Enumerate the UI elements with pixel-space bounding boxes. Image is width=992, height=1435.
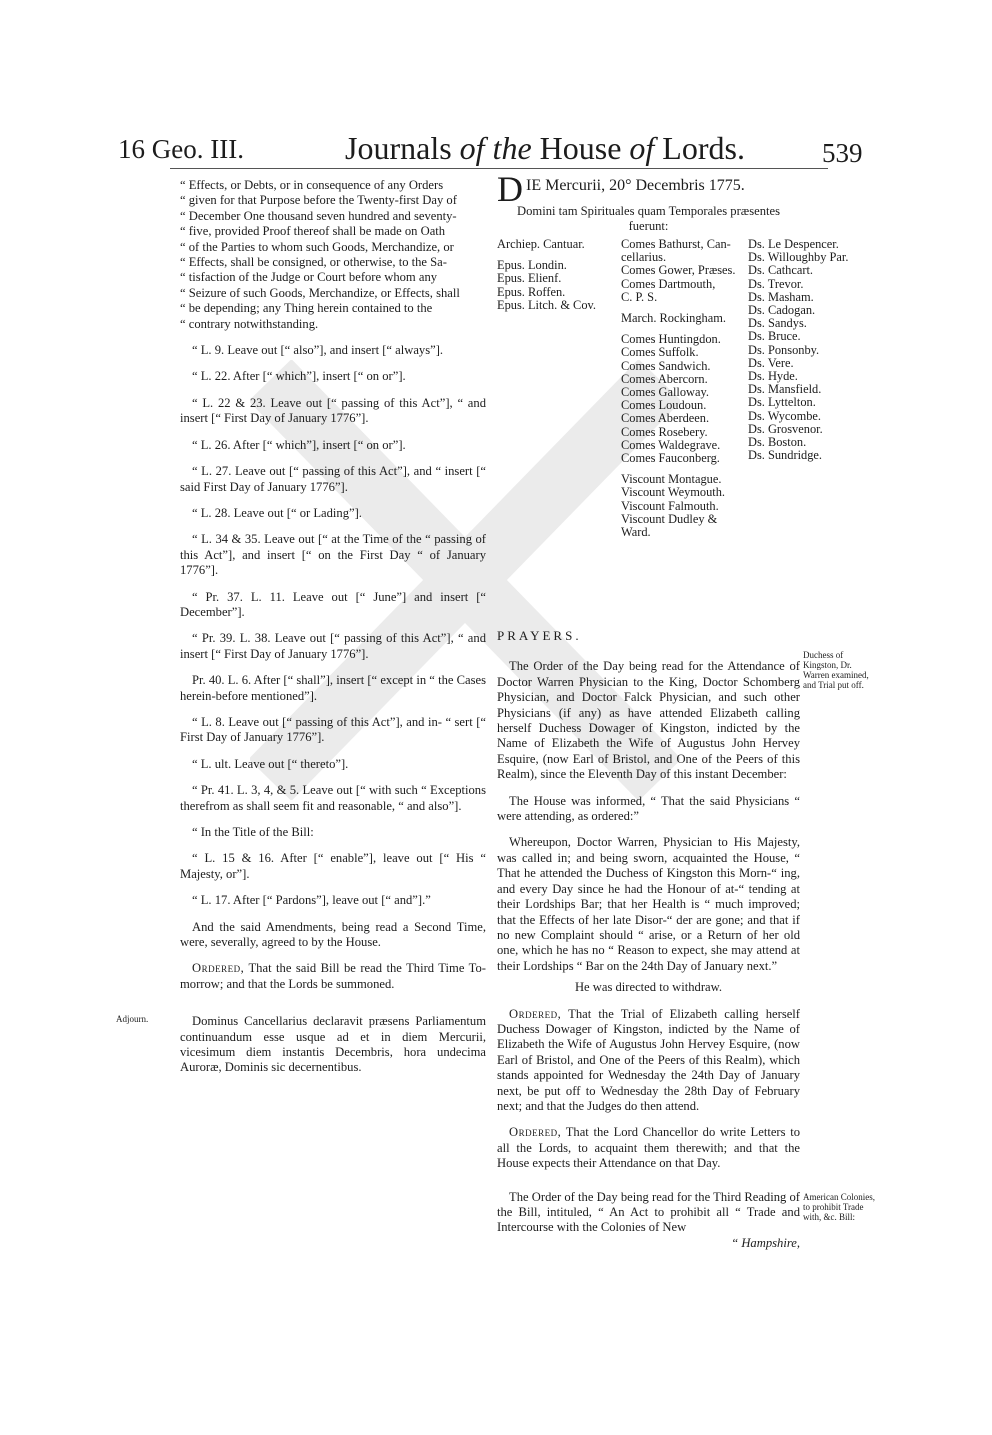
section-heading-prayers: PRAYERS.: [497, 628, 582, 643]
amendment: “ L. 27. Leave out [“ passing of this Act”], and “ insert [“ said First Day of January 1776”].: [180, 464, 486, 494]
roll-spiritual: [497, 238, 621, 312]
regnal-year: 16 Geo. III.: [118, 134, 244, 164]
page-number: 539: [822, 138, 863, 168]
attendance-roll: [497, 237, 849, 628]
roll-entry: Ds. Cadogan.: [748, 303, 816, 318]
ordered-third-reading: Ordered, That the said Bill be read the Third Time To-morrow; and that the Lords be summoned.: [180, 961, 486, 991]
roll-entry: Comes Fauconberg.: [621, 451, 720, 466]
amendment: “ Pr. 37. L. 11. Leave out [“ June”] and insert [“ December”].: [180, 589, 486, 619]
roll-entry: Ds. Cathcart.: [748, 263, 814, 278]
roll-entry: Comes Abercorn.: [621, 371, 708, 386]
roll-entry: Comes Huntingdon.: [621, 332, 721, 347]
amendment: “ L. 9. Leave out [“ also”], and insert [“ always”].: [192, 343, 444, 358]
warren-testimony: Whereupon, Doctor Warren, Physician to His Majesty, was called in; and being sworn, acquainted the House, “ That he attended the Duchess of Kingston this Morn-“ ing, and every Day since he had the Honour of at-“ tending at their Lordships Bar; that her Health is “ much improved; that the Effects of her late Disor-“ der are gone; and that if no new Complaint should “ arise, or a Return of her old one, which he has no “ Reason to expect, she may attend at their Lordships “ Bar on the 24th Day of January next.”: [497, 835, 800, 973]
roll-entry: March. Rockingham.: [621, 311, 726, 326]
roll-entry: Epus. Londin.: [497, 258, 567, 273]
roll-entry: Epus. Elienf.: [497, 271, 562, 286]
roll-entry: Ward.: [621, 525, 651, 540]
roll-entry: cellarius.: [621, 250, 667, 265]
amendment: “ L. ult. Leave out [“ thereto”].: [192, 756, 349, 771]
amendment: “ L. 22. After [“ which”], insert [“ on or”].: [192, 369, 406, 384]
opening-clause: “ Effects, or Debts, or in consequence of any Orders “ given for that Purpose before the Twenty-first Day of “ December One thousand seven hundred and seventy- “ five, provided Proof thereof shall be made on Oath “ of the Parties to whom such Goods, Merchandize, or “ Effects, shall be consigned, or otherwise, to the Sa- “ tisfaction of the Judge or Court before whom any “ Seizure of such Goods, Merchandize, or Effects, shall “ be depending; any Thing herein contained to the “ contrary notwithstanding.: [180, 178, 460, 331]
lords-present-heading: Domini tam Spirituales quam Temporales præsentes fuerunt:: [517, 204, 780, 233]
margin-note-american-colonies: American Colonies, to prohibit Trade with, &c. Bill:: [803, 1192, 875, 1222]
sitting-date: DIE Mercurii, 20° Decembris 1775.: [497, 169, 745, 209]
roll-entry: Comes Rosebery.: [621, 424, 708, 439]
order-of-day-physicians: The Order of the Day being read for the Attendance of Doctor Warren Physician to the King, Doctor Schomberg Physician, and Doctor Falck Physician, and such other Physicians (if any) as have attended Elizabeth calling herself Duchess Dowager of Kingston, indicted by the Name of Elizabeth the Wife of Augustus John Hervey Esquire, (now Earl of Bristol, and One of the Peers of this Realm), since the Eleventh Day of this instant December:: [497, 659, 800, 782]
ordered-trial-put-off: Ordered, That the Trial of Elizabeth calling herself Duchess Dowager of Kingston, indicted by the Name of Elizabeth the Wife of Augustus John Hervey Esquire, (now Earl of Bristol, and One of the Peers of this Realm), which stands appointed for Wednesday the 24th Day of January next, be put off to Wednesday the 28th Day of February next; and that the Judges do then attend.: [497, 1006, 800, 1113]
amendments-agreed: And the said Amendments, being read a Second Time, were, severally, agreed to by the House.: [180, 919, 486, 950]
roll-entry: Ds. Vere.: [748, 355, 794, 370]
roll-entry: Comes Dartmouth,: [621, 276, 716, 291]
roll-entry: Comes Bathurst, Can-: [621, 237, 731, 251]
amendment: “ L. 22 & 23. Leave out [“ passing of this Act”], “ and insert [“ First Day of January 1776”].: [180, 395, 486, 426]
ordered-letters: Ordered, That the Lord Chancellor do write Letters to all the Lords, to acquaint them therewith; and that the House expects their Attendance on that Day.: [497, 1125, 800, 1171]
roll-entry: Ds. Boston.: [748, 435, 807, 450]
roll-entry: Viscount Dudley &: [621, 511, 718, 526]
roll-entry: Ds. Masham.: [748, 289, 814, 304]
amendment: “ Pr. 41. L. 3, 4, & 5. Leave out [“ with such “ Exceptions therefrom as shall seem fit and reasonable, “ and also”].: [180, 783, 486, 813]
roll-entry: Ds. Lyttelton.: [748, 395, 816, 410]
adjournment-text: Dominus Cancellarius declaravit præsens Parliamentum continuandum esse usque ad et in diem Mercurii, vicesimum diem instantis Decembris, hora undecima Auroræ, Dominis sic decernentibus.: [180, 1014, 486, 1075]
roll-entry: Ds. Ponsonby.: [748, 342, 820, 357]
amendment: “ L. 26. After [“ which”], insert [“ on or”].: [192, 437, 406, 452]
roll-entry: Comes Galloway.: [621, 385, 709, 400]
amendment: “ L. 34 & 35. Leave out [“ at the Time of the “ passing of this Act”], and insert [“ on the First Day “ of January 1776”].: [180, 532, 486, 578]
roll-entry: Comes Loudoun.: [621, 398, 707, 413]
roll-entry: Ds. Willoughby Par.: [748, 250, 849, 265]
house-informed: The House was informed, “ That the said Physicians “ were attending, as ordered:”: [497, 793, 800, 824]
roll-entry: Ds. Hyde.: [748, 369, 798, 384]
roll-entry: Ds. Bruce.: [748, 329, 801, 344]
journal-title: Journals of the House of Lords.: [345, 130, 745, 166]
roll-temporal-peers: [621, 238, 747, 539]
roll-entry: Ds. Mansfield.: [748, 382, 822, 397]
roll-entry: Comes Sandwich.: [621, 358, 711, 373]
directed-withdraw: He was directed to withdraw.: [574, 980, 723, 995]
drop-cap: D: [497, 169, 523, 209]
amendment: “ L. 15 & 16. After [“ enable”], leave out [“ His “ Majesty, or”].: [180, 851, 486, 881]
roll-entry: Viscount Weymouth.: [621, 485, 726, 500]
roll-entry: Epus. Litch. & Cov.: [497, 297, 597, 312]
roll-entry: Comes Aberdeen.: [621, 411, 710, 426]
roll-entry: C. P. S.: [621, 289, 658, 304]
roll-entry: Ds. Le Despencer.: [748, 237, 839, 251]
third-reading-catchword: “ Hampshire,: [731, 1235, 800, 1250]
roll-barons: [748, 238, 868, 462]
roll-entry: Archiep. Cantuar.: [497, 237, 585, 251]
roll-entry: Viscount Falmouth.: [621, 498, 719, 513]
amendment: “ L. 8. Leave out [“ passing of this Act”], and in- “ sert [“ First Day of January 1776”].: [180, 714, 486, 745]
margin-note-adjourn: Adjourn.: [116, 1014, 149, 1024]
roll-entry: Comes Gower, Præses.: [621, 263, 736, 278]
left-column: [180, 178, 486, 1076]
roll-entry: Ds. Sandys.: [748, 316, 807, 331]
roll-entry: Comes Suffolk.: [621, 345, 699, 360]
roll-entry: Epus. Roffen.: [497, 284, 566, 299]
amendment: “ In the Title of the Bill:: [192, 825, 314, 839]
amendment: “ Pr. 39. L. 38. Leave out [“ passing of this Act”], “ and insert [“ First Day of January 1776”].: [180, 631, 486, 661]
roll-entry: Ds. Wycombe.: [748, 408, 822, 423]
amendment: “ L. 17. After [“ Pardons”], leave out [“ and”].”: [192, 893, 431, 908]
third-reading-bill: The Order of the Day being read for the Third Reading of the Bill, intituled, “ An Act to prohibit all “ Trade and Intercourse with the Colonies of New: [497, 1189, 800, 1235]
roll-entry: Ds. Sundridge.: [748, 448, 822, 463]
roll-entry: Viscount Montague.: [621, 472, 722, 487]
amendment: Pr. 40. L. 6. After [“ shall”], insert [“ except in “ the Cases herein-before mentioned”].: [180, 673, 486, 703]
roll-entry: Comes Waldegrave.: [621, 437, 721, 452]
roll-entry: Ds. Trevor.: [748, 276, 804, 291]
margin-note-duchess: Duchess of Kingston, Dr. Warren examined, and Trial put off.: [803, 650, 869, 690]
roll-entry: Ds. Grosvenor.: [748, 421, 823, 436]
amendment: “ L. 28. Leave out [“ or Lading”].: [192, 505, 362, 520]
